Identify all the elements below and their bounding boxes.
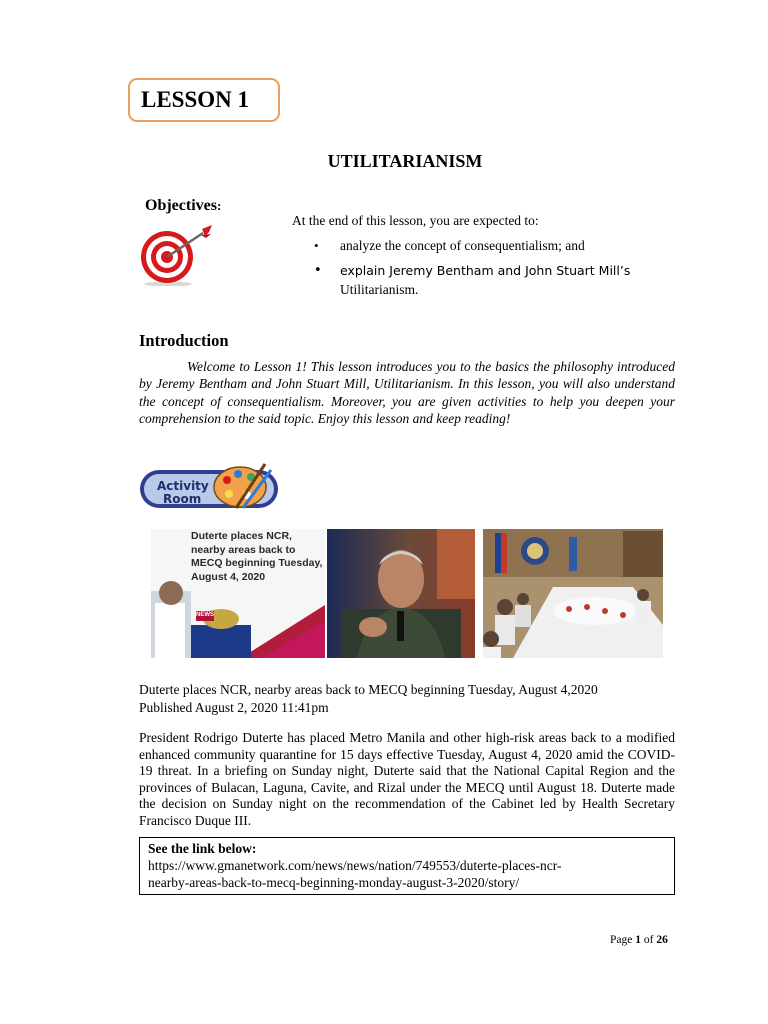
speaker-photo — [327, 529, 475, 658]
objectives-list — [314, 236, 674, 305]
meeting-photo — [483, 529, 663, 658]
link-box-heading: See the link below: — [148, 841, 257, 856]
objectives-heading-text: Objectives — [145, 197, 217, 214]
target-icon — [140, 222, 220, 286]
page-footer — [610, 934, 668, 946]
news-headline-text: Duterte places NCR, nearby areas back to MECQ beginning Tuesday, August 4, 2020 — [191, 530, 323, 583]
objectives-intro: At the end of this lesson, you are expected to: — [292, 213, 539, 228]
activity-room-badge — [137, 460, 283, 512]
footer-of-word: of — [643, 934, 654, 946]
news-published: Published August 2, 2020 11:41pm — [139, 699, 329, 715]
objective-item: • analyze the concept of consequentialism; and — [314, 236, 674, 255]
news-body: President Rodrigo Duterte has placed Metro Manila and other high-risk areas back to a modified enhanced community quarantine for 15 days effective Tuesday, August 4, 2020 amid the COVID-19 threat. In a briefing on Sunday night, Duterte said that the National Capital Region and the provinces of Bulacan, Laguna, Cavite, and Rizal under the MECQ until August 18. Duterte made the decision on Sunday night on the recommendation of the Cabinet led by Health Secretary Francisco Duque III. — [139, 730, 675, 828]
page-title: UTILITARIANISM — [327, 151, 483, 171]
source-link-line2: nearby-areas-back-to-mecq-beginning-monday-august-3-2020/story/ — [148, 875, 520, 890]
source-link-line1: https://www.gmanetwork.com/news/news/nation/749553/duterte-places-ncr- — [148, 858, 562, 873]
news-caption — [139, 681, 598, 716]
news-headline-caption: Duterte places NCR, nearby areas back to MECQ beginning Tuesday, August 4,2020 — [139, 682, 598, 697]
footer-page-number: 1 — [635, 934, 641, 946]
link-box — [139, 837, 675, 895]
objectives-colon: : — [216, 198, 222, 213]
lesson-label-text: LESSON 1 — [141, 87, 250, 112]
activity-room-line2: Room — [163, 492, 202, 506]
news-headline-image — [151, 529, 325, 658]
objectives-heading — [145, 197, 221, 215]
activity-room-line1: Activity — [157, 479, 209, 493]
footer-page-total: 26 — [656, 934, 668, 946]
introduction-heading: Introduction — [139, 331, 229, 350]
source-link[interactable] — [148, 857, 666, 891]
footer-page-word: Page — [610, 934, 633, 946]
lesson-label — [128, 78, 280, 122]
objective-item: • explain Jeremy Bentham and John Stuart Mill’s Utilitarianism. — [314, 261, 674, 299]
introduction-text: Welcome to Lesson 1! This lesson introduces you to the basics the philosophy introduced by Jeremy Bentham and John Stuart Mill, Utilitarianism. In this lesson, you will also understand the concept of consequentialism. Moreover, you are given activities to help you deepen your comprehension to the said topic. Enjoy this lesson and keep reading! — [139, 359, 675, 427]
news-logo: NEWS — [196, 612, 214, 618]
